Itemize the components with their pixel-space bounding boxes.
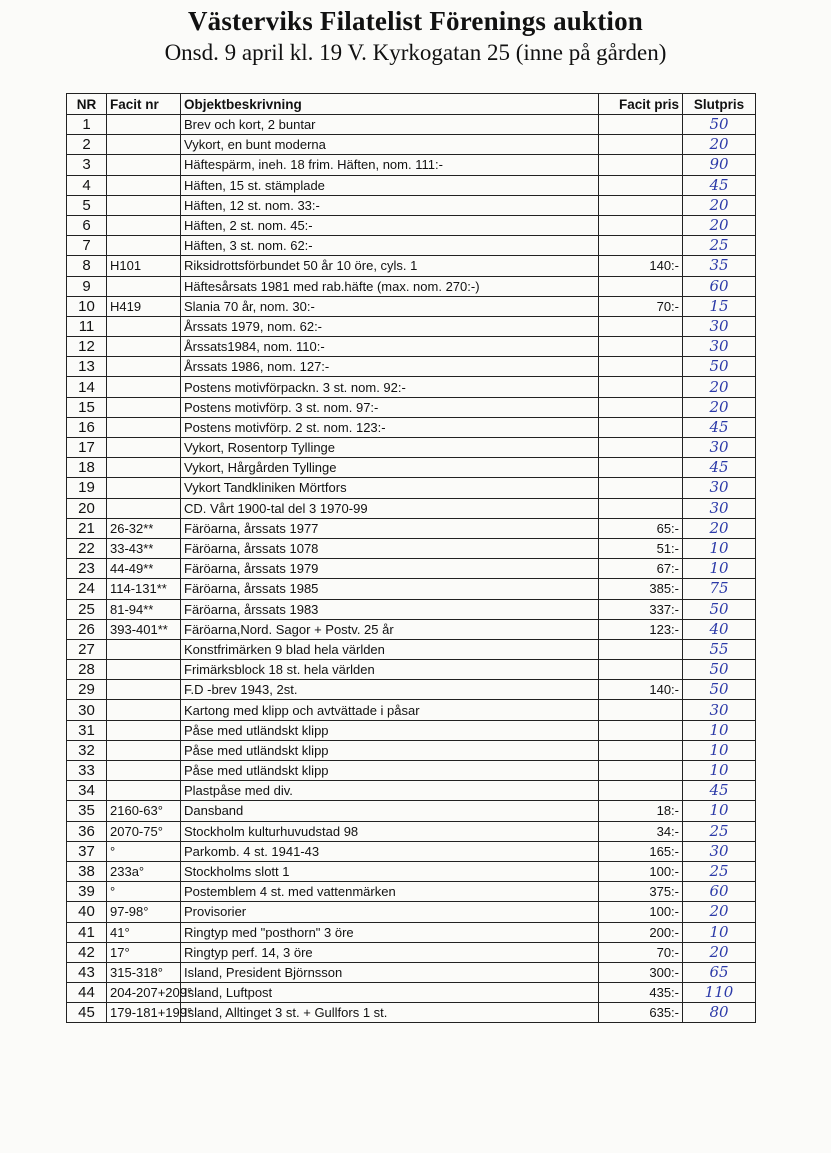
lot-description: Postemblem 4 st. med vattenmärken (181, 882, 599, 902)
final-price: 20 (683, 135, 756, 155)
lot-description: Häften, 3 st. nom. 62:- (181, 236, 599, 256)
lot-description: Island, Luftpost (181, 983, 599, 1003)
facit-price (599, 215, 683, 235)
lot-description: Stockholm kulturhuvudstad 98 (181, 821, 599, 841)
facit-number (107, 781, 181, 801)
lot-number: 23 (67, 559, 107, 579)
lot-description: Vykort Tandkliniken Mörtfors (181, 478, 599, 498)
final-price: 30 (683, 700, 756, 720)
facit-price (599, 377, 683, 397)
lot-description: Slania 70 år, nom. 30:- (181, 296, 599, 316)
table-header-row (67, 94, 756, 115)
table-row (67, 902, 756, 922)
table-row (67, 942, 756, 962)
facit-price (599, 175, 683, 195)
final-price: 30 (683, 498, 756, 518)
lot-description: Färöarna, årssats 1983 (181, 599, 599, 619)
facit-price: 123:- (599, 619, 683, 639)
final-price: 30 (683, 316, 756, 336)
lot-number: 17 (67, 438, 107, 458)
facit-number: H419 (107, 296, 181, 316)
facit-number: 2160-63° (107, 801, 181, 821)
facit-number: H101 (107, 256, 181, 276)
table-row (67, 962, 756, 982)
facit-price: 140:- (599, 680, 683, 700)
lot-description: Påse med utländskt klipp (181, 761, 599, 781)
lot-number: 44 (67, 983, 107, 1003)
lot-description: Färöarna,Nord. Sagor + Postv. 25 år (181, 619, 599, 639)
facit-price: 165:- (599, 841, 683, 861)
lot-description: Påse med utländskt klipp (181, 720, 599, 740)
final-price: 10 (683, 740, 756, 760)
final-price: 25 (683, 861, 756, 881)
facit-price: 70:- (599, 296, 683, 316)
lot-description: Häften, 15 st. stämplade (181, 175, 599, 195)
table-row (67, 316, 756, 336)
lot-number: 6 (67, 215, 107, 235)
facit-number: 26-32** (107, 518, 181, 538)
facit-number (107, 175, 181, 195)
lot-number: 11 (67, 316, 107, 336)
table-row (67, 599, 756, 619)
facit-number (107, 458, 181, 478)
facit-number: 2070-75° (107, 821, 181, 841)
lot-description: Riksidrottsförbundet 50 år 10 öre, cyls. 1 (181, 256, 599, 276)
facit-price (599, 195, 683, 215)
final-price: 50 (683, 599, 756, 619)
lot-number: 38 (67, 861, 107, 881)
final-price: 40 (683, 619, 756, 639)
facit-price (599, 135, 683, 155)
auction-lot-table (66, 93, 756, 1023)
lot-description: Häftesårsats 1981 med rab.häfte (max. nom. 270:-) (181, 276, 599, 296)
table-row (67, 861, 756, 881)
facit-price (599, 417, 683, 437)
lot-number: 20 (67, 498, 107, 518)
lot-number: 43 (67, 962, 107, 982)
lot-number: 8 (67, 256, 107, 276)
lot-number: 29 (67, 680, 107, 700)
facit-number: 204-207+209° (107, 983, 181, 1003)
table-row (67, 559, 756, 579)
facit-price: 337:- (599, 599, 683, 619)
lot-number: 5 (67, 195, 107, 215)
table-row (67, 720, 756, 740)
final-price: 30 (683, 478, 756, 498)
facit-number (107, 478, 181, 498)
final-price: 10 (683, 761, 756, 781)
facit-number (107, 377, 181, 397)
column-header-description: Objektbeskrivning (181, 94, 599, 115)
facit-price (599, 115, 683, 135)
table-row (67, 761, 756, 781)
facit-price (599, 397, 683, 417)
lot-description: Påse med utländskt klipp (181, 740, 599, 760)
facit-price: 140:- (599, 256, 683, 276)
lot-description: Vykort, en bunt moderna (181, 135, 599, 155)
table-row (67, 801, 756, 821)
lot-description: Frimärksblock 18 st. hela världen (181, 660, 599, 680)
table-row (67, 236, 756, 256)
table-row (67, 195, 756, 215)
facit-number (107, 155, 181, 175)
lot-description: Årssats 1986, nom. 127:- (181, 357, 599, 377)
final-price: 50 (683, 680, 756, 700)
lot-description: F.D -brev 1943, 2st. (181, 680, 599, 700)
table-row (67, 680, 756, 700)
table-row (67, 377, 756, 397)
lot-number: 30 (67, 700, 107, 720)
facit-number: ° (107, 841, 181, 861)
facit-number (107, 740, 181, 760)
lot-number: 19 (67, 478, 107, 498)
facit-number (107, 357, 181, 377)
final-price: 15 (683, 296, 756, 316)
lot-number: 25 (67, 599, 107, 619)
lot-number: 2 (67, 135, 107, 155)
lot-description: Dansband (181, 801, 599, 821)
final-price: 50 (683, 115, 756, 135)
lot-number: 35 (67, 801, 107, 821)
facit-price (599, 276, 683, 296)
lot-description: CD. Vårt 1900-tal del 3 1970-99 (181, 498, 599, 518)
lot-number: 26 (67, 619, 107, 639)
lot-description: Island, President Björnsson (181, 962, 599, 982)
lot-number: 22 (67, 538, 107, 558)
table-row (67, 579, 756, 599)
lot-description: Provisorier (181, 902, 599, 922)
lot-description: Färöarna, årssats 1977 (181, 518, 599, 538)
table-row (67, 215, 756, 235)
facit-number: 233a° (107, 861, 181, 881)
facit-number (107, 115, 181, 135)
facit-number (107, 316, 181, 336)
facit-number (107, 195, 181, 215)
lot-description: Ringtyp perf. 14, 3 öre (181, 942, 599, 962)
final-price: 10 (683, 559, 756, 579)
lot-number: 14 (67, 377, 107, 397)
final-price: 20 (683, 195, 756, 215)
facit-price: 70:- (599, 942, 683, 962)
facit-price (599, 236, 683, 256)
final-price: 60 (683, 882, 756, 902)
final-price: 45 (683, 781, 756, 801)
facit-number: 81-94** (107, 599, 181, 619)
table-row (67, 397, 756, 417)
table-row (67, 498, 756, 518)
facit-price: 200:- (599, 922, 683, 942)
final-price: 25 (683, 236, 756, 256)
facit-number: 315-318° (107, 962, 181, 982)
lot-number: 34 (67, 781, 107, 801)
lot-number: 18 (67, 458, 107, 478)
table-row (67, 337, 756, 357)
facit-price: 300:- (599, 962, 683, 982)
facit-price: 34:- (599, 821, 683, 841)
final-price: 20 (683, 902, 756, 922)
final-price: 50 (683, 357, 756, 377)
lot-number: 45 (67, 1003, 107, 1023)
table-row (67, 417, 756, 437)
facit-number (107, 700, 181, 720)
final-price: 65 (683, 962, 756, 982)
table-row (67, 1003, 756, 1023)
table-row (67, 256, 756, 276)
final-price: 30 (683, 337, 756, 357)
lot-number: 16 (67, 417, 107, 437)
final-price: 20 (683, 518, 756, 538)
table-row (67, 135, 756, 155)
lot-number: 10 (67, 296, 107, 316)
final-price: 45 (683, 458, 756, 478)
lot-number: 9 (67, 276, 107, 296)
facit-number: 97-98° (107, 902, 181, 922)
facit-price (599, 316, 683, 336)
final-price: 110 (683, 983, 756, 1003)
table-row (67, 518, 756, 538)
final-price: 10 (683, 922, 756, 942)
facit-price: 635:- (599, 1003, 683, 1023)
table-row (67, 357, 756, 377)
table-row (67, 700, 756, 720)
facit-number (107, 417, 181, 437)
table-row (67, 781, 756, 801)
lot-description: Brev och kort, 2 buntar (181, 115, 599, 135)
facit-price (599, 478, 683, 498)
facit-price (599, 781, 683, 801)
table-row (67, 296, 756, 316)
final-price: 25 (683, 821, 756, 841)
facit-number: 41° (107, 922, 181, 942)
lot-number: 3 (67, 155, 107, 175)
table-row (67, 538, 756, 558)
facit-number: 17° (107, 942, 181, 962)
lot-description: Vykort, Hårgården Tyllinge (181, 458, 599, 478)
lot-number: 13 (67, 357, 107, 377)
facit-number (107, 215, 181, 235)
lot-number: 15 (67, 397, 107, 417)
table-row (67, 660, 756, 680)
facit-price (599, 155, 683, 175)
facit-price: 375:- (599, 882, 683, 902)
table-row (67, 740, 756, 760)
final-price: 45 (683, 175, 756, 195)
facit-number (107, 135, 181, 155)
facit-number (107, 761, 181, 781)
facit-number: 114-131** (107, 579, 181, 599)
facit-price (599, 740, 683, 760)
facit-number (107, 397, 181, 417)
lot-number: 7 (67, 236, 107, 256)
table-row (67, 155, 756, 175)
facit-price (599, 700, 683, 720)
lot-number: 39 (67, 882, 107, 902)
facit-number: 393-401** (107, 619, 181, 639)
final-price: 10 (683, 801, 756, 821)
facit-price (599, 639, 683, 659)
lot-number: 27 (67, 639, 107, 659)
lot-description: Plastpåse med div. (181, 781, 599, 801)
table-row (67, 115, 756, 135)
facit-number: 44-49** (107, 559, 181, 579)
facit-price: 65:- (599, 518, 683, 538)
lot-description: Ringtyp med "posthorn" 3 öre (181, 922, 599, 942)
facit-price (599, 498, 683, 518)
facit-price: 100:- (599, 902, 683, 922)
facit-price (599, 720, 683, 740)
column-header-slutpris: Slutpris (683, 94, 756, 115)
facit-price: 385:- (599, 579, 683, 599)
lot-description: Årssats 1979, nom. 62:- (181, 316, 599, 336)
lot-description: Häften, 2 st. nom. 45:- (181, 215, 599, 235)
facit-number (107, 276, 181, 296)
lot-description: Postens motivförpackn. 3 st. nom. 92:- (181, 377, 599, 397)
facit-price (599, 761, 683, 781)
column-header-facit-nr: Facit nr (107, 94, 181, 115)
table-row (67, 276, 756, 296)
lot-description: Färöarna, årssats 1078 (181, 538, 599, 558)
final-price: 30 (683, 438, 756, 458)
lot-description: Parkomb. 4 st. 1941-43 (181, 841, 599, 861)
lot-description: Kartong med klipp och avtvättade i påsar (181, 700, 599, 720)
final-price: 55 (683, 639, 756, 659)
final-price: 20 (683, 942, 756, 962)
table-row (67, 639, 756, 659)
final-price: 20 (683, 215, 756, 235)
final-price: 50 (683, 660, 756, 680)
lot-number: 12 (67, 337, 107, 357)
final-price: 35 (683, 256, 756, 276)
lot-description: Konstfrimärken 9 blad hela världen (181, 639, 599, 659)
final-price: 30 (683, 841, 756, 861)
lot-number: 31 (67, 720, 107, 740)
page-title: Västerviks Filatelist Förenings auktion (187, 6, 644, 36)
facit-price (599, 438, 683, 458)
facit-price (599, 660, 683, 680)
lot-number: 28 (67, 660, 107, 680)
facit-number (107, 438, 181, 458)
lot-description: Stockholms slott 1 (181, 861, 599, 881)
facit-number (107, 337, 181, 357)
facit-number (107, 236, 181, 256)
column-header-nr: NR (67, 94, 107, 115)
lot-number: 41 (67, 922, 107, 942)
facit-price: 435:- (599, 983, 683, 1003)
table-row (67, 841, 756, 861)
table-row (67, 922, 756, 942)
facit-price: 100:- (599, 861, 683, 881)
facit-price (599, 357, 683, 377)
facit-price (599, 337, 683, 357)
lot-description: Färöarna, årssats 1979 (181, 559, 599, 579)
final-price: 60 (683, 276, 756, 296)
page-subtitle: Onsd. 9 april kl. 19 V. Kyrkogatan 25 (inne på gården) (164, 40, 667, 65)
lot-description: Island, Alltinget 3 st. + Gullfors 1 st. (181, 1003, 599, 1023)
facit-number: 179-181+199° (107, 1003, 181, 1023)
lot-number: 4 (67, 175, 107, 195)
facit-price: 51:- (599, 538, 683, 558)
facit-number: 33-43** (107, 538, 181, 558)
table-row (67, 458, 756, 478)
lot-number: 37 (67, 841, 107, 861)
facit-number (107, 498, 181, 518)
final-price: 75 (683, 579, 756, 599)
table-row (67, 821, 756, 841)
lot-number: 21 (67, 518, 107, 538)
facit-number (107, 680, 181, 700)
facit-number (107, 660, 181, 680)
lot-description: Årssats1984, nom. 110:- (181, 337, 599, 357)
column-header-facit-pris: Facit pris (599, 94, 683, 115)
lot-number: 40 (67, 902, 107, 922)
facit-price: 67:- (599, 559, 683, 579)
lot-number: 32 (67, 740, 107, 760)
table-row (67, 619, 756, 639)
final-price: 20 (683, 377, 756, 397)
facit-number (107, 720, 181, 740)
facit-price (599, 458, 683, 478)
lot-description: Färöarna, årssats 1985 (181, 579, 599, 599)
table-row (67, 882, 756, 902)
lot-number: 24 (67, 579, 107, 599)
final-price: 10 (683, 538, 756, 558)
final-price: 20 (683, 397, 756, 417)
table-row (67, 438, 756, 458)
lot-description: Häften, 12 st. nom. 33:- (181, 195, 599, 215)
table-body (67, 115, 756, 1023)
table-row (67, 175, 756, 195)
final-price: 45 (683, 417, 756, 437)
lot-number: 1 (67, 115, 107, 135)
facit-number (107, 639, 181, 659)
table-row (67, 478, 756, 498)
lot-description: Häftespärm, ineh. 18 frim. Häften, nom. 111:- (181, 155, 599, 175)
final-price: 90 (683, 155, 756, 175)
final-price: 80 (683, 1003, 756, 1023)
facit-number: ° (107, 882, 181, 902)
lot-number: 42 (67, 942, 107, 962)
table-row (67, 983, 756, 1003)
lot-description: Postens motivförp. 2 st. nom. 123:- (181, 417, 599, 437)
lot-description: Postens motivförp. 3 st. nom. 97:- (181, 397, 599, 417)
lot-number: 36 (67, 821, 107, 841)
lot-description: Vykort, Rosentorp Tyllinge (181, 438, 599, 458)
facit-price: 18:- (599, 801, 683, 821)
final-price: 10 (683, 720, 756, 740)
lot-number: 33 (67, 761, 107, 781)
